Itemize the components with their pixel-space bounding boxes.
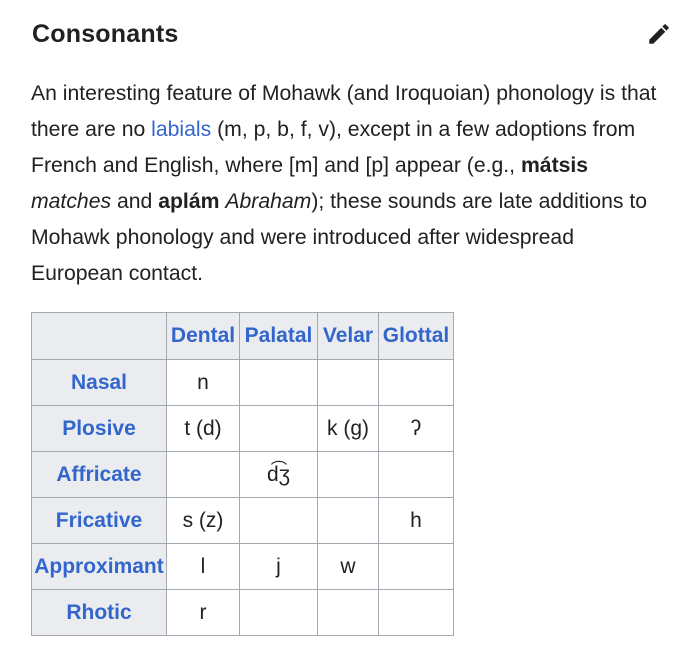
row-header-affricate-link[interactable]: Affricate xyxy=(56,462,142,486)
corner-cell xyxy=(32,313,167,360)
table-row xyxy=(32,590,454,636)
table-cell xyxy=(167,452,240,498)
table-cell xyxy=(318,452,379,498)
table-cell xyxy=(379,590,454,636)
example-aplam: aplám xyxy=(158,190,220,213)
row-header-nasal[interactable] xyxy=(32,360,167,406)
col-header-glottal[interactable] xyxy=(379,313,454,360)
table-row xyxy=(32,452,454,498)
col-header-palatal-link[interactable]: Palatal xyxy=(244,324,313,347)
table-cell: j xyxy=(240,544,318,590)
table-cell xyxy=(318,360,379,406)
paragraph-text-6: ); these sounds are late additions to Mohawk phonology and were introduced after widespread European contact. xyxy=(31,190,648,285)
consonant-table xyxy=(31,312,454,636)
col-header-dental-link[interactable]: Dental xyxy=(170,324,236,347)
col-header-glottal-link[interactable]: Glottal xyxy=(382,324,450,347)
row-header-fricative[interactable] xyxy=(32,498,167,544)
table-cell: r xyxy=(167,590,240,636)
section-title: Consonants xyxy=(32,19,179,48)
row-header-plosive[interactable] xyxy=(32,406,167,452)
pencil-icon[interactable] xyxy=(646,21,672,47)
table-cell xyxy=(379,360,454,406)
table-cell: w xyxy=(318,544,379,590)
table-cell: ʔ xyxy=(379,406,454,452)
row-header-affricate[interactable] xyxy=(32,452,167,498)
row-header-rhotic-link[interactable]: Rhotic xyxy=(66,600,132,624)
table-cell: t (d) xyxy=(167,406,240,452)
table-cell xyxy=(318,498,379,544)
header-row xyxy=(32,313,454,360)
table-row xyxy=(32,498,454,544)
paragraph-text-2: (m, p, b, f, v), except in a few adoptions from French and English, where [m] and [p] appear (e.g., xyxy=(31,118,636,177)
table-cell: l xyxy=(167,544,240,590)
row-header-approximant-link[interactable]: Approximant xyxy=(34,554,164,578)
table-cell xyxy=(240,590,318,636)
col-header-velar[interactable] xyxy=(318,313,379,360)
row-header-plosive-link[interactable]: Plosive xyxy=(62,416,136,440)
gloss-matches: matches xyxy=(31,190,112,213)
row-header-nasal-link[interactable]: Nasal xyxy=(70,370,128,394)
row-header-fricative-link[interactable]: Fricative xyxy=(55,508,143,532)
table-cell xyxy=(318,590,379,636)
col-header-palatal[interactable] xyxy=(240,313,318,360)
table-row xyxy=(32,544,454,590)
table-cell xyxy=(379,544,454,590)
paragraph-text-4: and xyxy=(111,190,159,213)
row-header-approximant[interactable] xyxy=(32,544,167,590)
table-cell: h xyxy=(379,498,454,544)
col-header-velar-link[interactable]: Velar xyxy=(322,324,374,347)
table-cell: k (g) xyxy=(318,406,379,452)
section-header xyxy=(32,14,672,54)
col-header-dental[interactable] xyxy=(167,313,240,360)
table-cell: s (z) xyxy=(167,498,240,544)
table-cell xyxy=(240,360,318,406)
table-cell xyxy=(240,406,318,452)
row-header-rhotic[interactable] xyxy=(32,590,167,636)
intro-paragraph xyxy=(31,76,663,292)
table-row xyxy=(32,360,454,406)
table-cell xyxy=(379,452,454,498)
table-row xyxy=(32,406,454,452)
example-matsis: mátsis xyxy=(520,154,589,177)
table-cell xyxy=(240,498,318,544)
paragraph-text-1: An interesting feature of Mohawk (and Iroquoian) phonology is that there are no xyxy=(31,82,657,141)
table-cell: n xyxy=(167,360,240,406)
table-cell: d͡ʒ xyxy=(240,452,318,498)
labials-link[interactable]: labials xyxy=(151,118,212,141)
gloss-abraham: Abraham xyxy=(225,190,312,213)
